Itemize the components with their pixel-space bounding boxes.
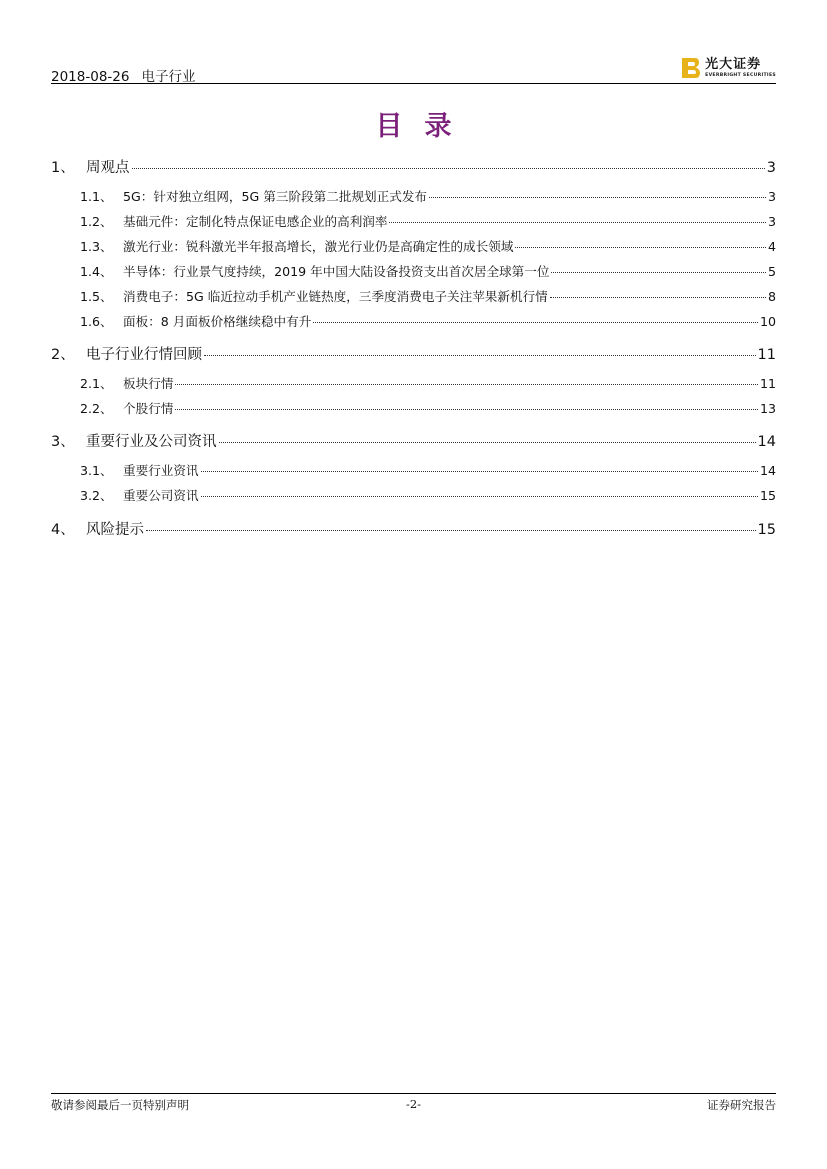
- toc-title: 个股行情: [123, 401, 174, 416]
- toc-leader: [219, 442, 756, 443]
- report-industry: 电子行业: [141, 69, 196, 85]
- toc-title: 重要行业及公司资讯: [86, 434, 217, 450]
- toc-page: 5: [767, 264, 776, 279]
- toc-number: 1.4、: [80, 264, 113, 279]
- toc-title: 周观点: [86, 160, 130, 176]
- toc-leader: [429, 197, 766, 198]
- toc-title: 消费电子：5G 临近拉动手机产业链热度，三季度消费电子关注苹果新机行情: [123, 289, 548, 304]
- toc-number: 3.2、: [80, 488, 113, 503]
- toc-leader: [132, 168, 765, 169]
- toc-leader: [175, 409, 758, 410]
- toc-page: 11: [757, 347, 776, 363]
- footer-doc-type: 证券研究报告: [707, 1098, 776, 1112]
- toc-title: 重要行业资讯: [123, 463, 199, 478]
- toc-number: 1.2、: [80, 214, 113, 229]
- toc-number: 2、: [51, 347, 75, 363]
- toc-entry[interactable]: [51, 236, 776, 256]
- toc-page: 4: [767, 239, 776, 254]
- toc-leader: [313, 322, 758, 323]
- logo-english-name: EVERBRIGHT SECURITIES: [705, 73, 776, 78]
- toc-leader: [175, 384, 758, 385]
- footer-divider: [51, 1093, 776, 1094]
- logo-chinese-name: 光大证券: [705, 57, 762, 72]
- toc-number: 1.6、: [80, 314, 113, 329]
- toc-title: 5G：针对独立组网，5G 第三阶段第二批规划正式发布: [123, 189, 428, 204]
- header-divider: [51, 83, 776, 84]
- toc-page: 15: [759, 488, 776, 503]
- toc-number: 1、: [51, 160, 75, 176]
- toc-leader: [146, 530, 756, 531]
- footer-disclaimer: 敬请参阅最后一页特别声明: [51, 1098, 189, 1112]
- toc-number: 1.1、: [80, 189, 113, 204]
- title-char-1: 目: [375, 111, 403, 142]
- everbright-logo: [682, 58, 776, 80]
- toc-entry[interactable]: [51, 460, 776, 480]
- toc-title: 风险提示: [86, 522, 144, 538]
- toc-leader: [204, 355, 756, 356]
- toc-leader: [515, 247, 766, 248]
- toc-title: 半导体：行业景气度持续，2019 年中国大陆设备投资支出首次居全球第一位: [123, 264, 550, 279]
- toc-title: 重要公司资讯: [123, 488, 199, 503]
- everbright-logo-icon: [682, 58, 700, 78]
- toc-page: 15: [757, 522, 776, 538]
- toc-leader: [389, 222, 766, 223]
- toc-leader: [551, 272, 766, 273]
- page-footer: [51, 1097, 776, 1113]
- toc-leader: [201, 496, 758, 497]
- toc-leader: [550, 297, 766, 298]
- toc-entry[interactable]: [51, 286, 776, 306]
- toc-number: 1.3、: [80, 239, 113, 254]
- toc-page: 13: [759, 401, 776, 416]
- toc-entry[interactable]: [51, 186, 776, 206]
- toc-page: 14: [759, 463, 776, 478]
- toc-leader: [201, 471, 758, 472]
- toc-entry[interactable]: [51, 211, 776, 231]
- toc-page: 3: [767, 189, 776, 204]
- toc-number: 4、: [51, 522, 75, 538]
- toc-entry[interactable]: [51, 373, 776, 393]
- page-header: [51, 58, 776, 84]
- toc-entry[interactable]: [51, 156, 776, 178]
- toc-page: 8: [767, 289, 776, 304]
- report-date: 2018-08-26: [51, 69, 130, 85]
- toc-number: 3.1、: [80, 463, 113, 478]
- toc-number: 2.2、: [80, 401, 113, 416]
- toc-entry[interactable]: [51, 398, 776, 418]
- toc-number: 2.1、: [80, 376, 113, 391]
- toc-title: 板块行情: [123, 376, 174, 391]
- footer-page-number: -2-: [405, 1097, 422, 1111]
- toc-title: 面板：8 月面板价格继续稳中有升: [123, 314, 312, 329]
- toc-entry[interactable]: [51, 261, 776, 281]
- toc-page: 3: [767, 214, 776, 229]
- toc-title: 电子行业行情回顾: [86, 347, 202, 363]
- toc-entry[interactable]: [51, 485, 776, 505]
- toc-entry[interactable]: [51, 518, 776, 540]
- toc-entry[interactable]: [51, 343, 776, 365]
- header-info: [51, 65, 195, 85]
- title-char-2: 录: [424, 111, 452, 142]
- toc-page: 10: [759, 314, 776, 329]
- toc-number: 3、: [51, 434, 75, 450]
- toc-title: 基础元件：定制化特点保证电感企业的高利润率: [123, 214, 388, 229]
- page-title: [0, 104, 827, 143]
- toc-number: 1.5、: [80, 289, 113, 304]
- toc-page: 14: [757, 434, 776, 450]
- toc-title: 激光行业：锐科激光半年报高增长，激光行业仍是高确定性的成长领域: [123, 239, 514, 254]
- toc-page: 3: [766, 160, 776, 176]
- toc-entry[interactable]: [51, 311, 776, 331]
- toc-page: 11: [759, 376, 776, 391]
- toc-entry[interactable]: [51, 430, 776, 452]
